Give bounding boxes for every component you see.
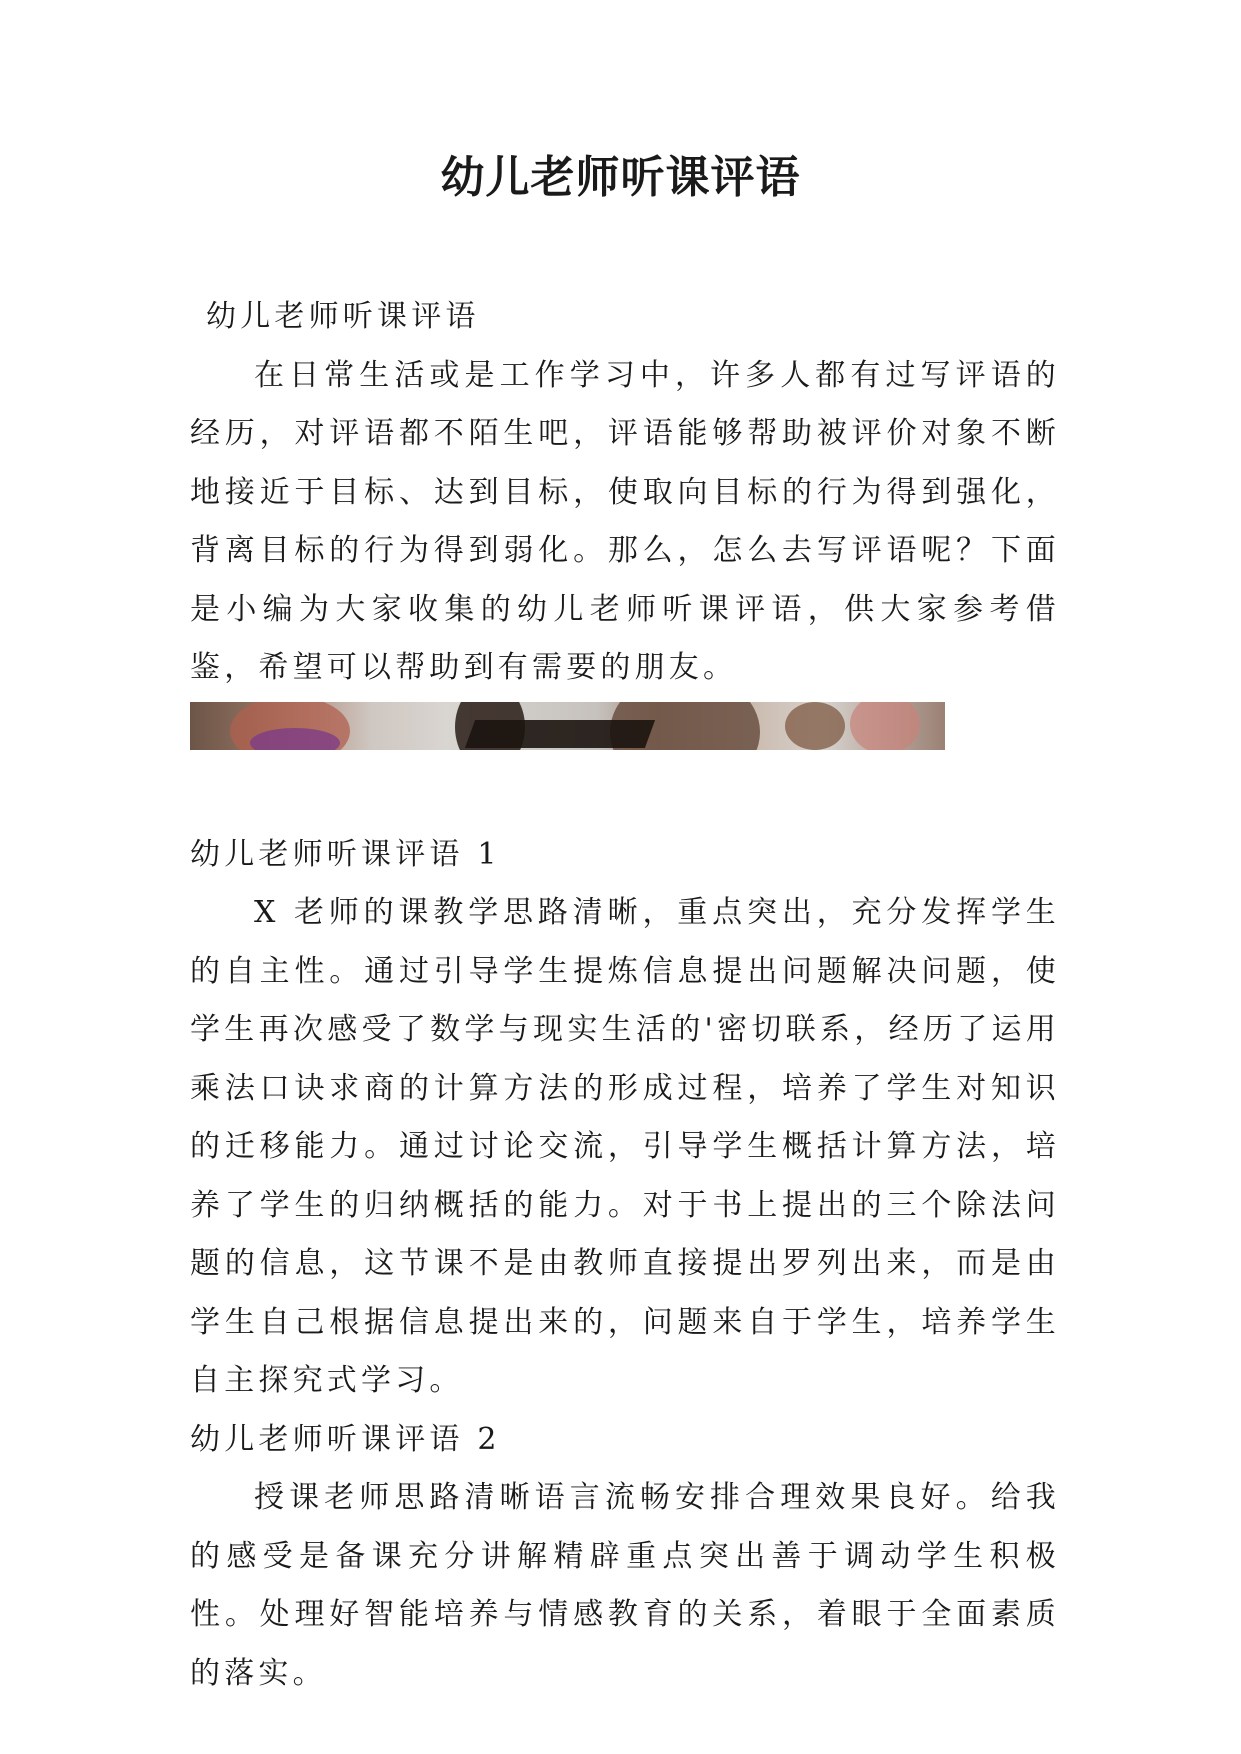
section-2-body: 授课老师思路清晰语言流畅安排合理效果良好。给我的感受是备课充分讲解精辟重点突出善于调动学生积极性。处理好智能培养与情感教育的关系，着眼于全面素质的落实。 xyxy=(190,1480,1060,1691)
document-title: 幼儿老师听课评语 xyxy=(440,152,801,203)
classroom-photo xyxy=(190,702,945,750)
section-1-body: X 老师的课教学思路清晰，重点突出，充分发挥学生的自主性。通过引导学生提炼信息提出问题解决问题，使学生再次感受了数学与现实生活的'密切联系，经历了运用乘法口诀求商的计算方法的形成过程，培养了学生对知识的迁移能力。通过讨论交流，引导学生概括计算方法，培养了学生的归纳概括的能力。对于书上提出的三个除法问题的信息，这节课不是由教师直接提出罗列出来，而是由学生自己根据信息提出来的，问题来自于学生，培养学生自主探究式学习。 xyxy=(190,895,1060,1398)
section-2-heading: 幼儿老师听课评语 2 xyxy=(190,1421,501,1457)
intro-paragraph: 在日常生活或是工作学习中，许多人都有过写评语的经历，对评语都不陌生吧，评语能够帮助被评价对象不断地接近于目标、达到目标，使取向目标的行为得到强化，背离目标的行为得到弱化。那么，怎么去写评语呢？下面是小编为大家收集的幼儿老师听课评语，供大家参考借鉴，希望可以帮助到有需要的朋友。 xyxy=(190,357,1060,685)
document-body xyxy=(190,288,1060,1703)
section-1-heading: 幼儿老师听课评语 1 xyxy=(190,836,501,872)
document-subtitle: 幼儿老师听课评语 xyxy=(206,299,480,334)
